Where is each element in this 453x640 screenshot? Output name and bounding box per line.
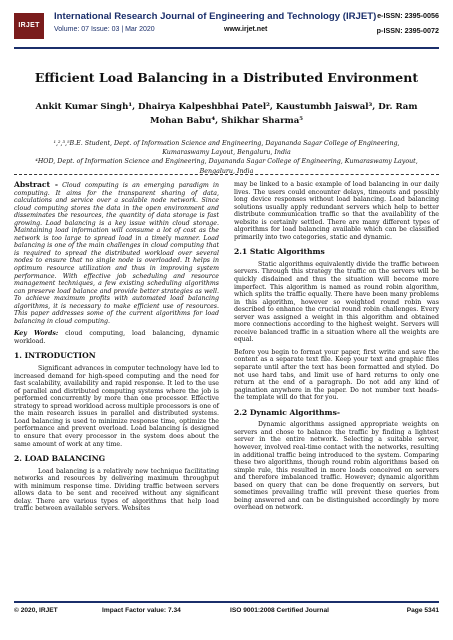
footer-page-number: Page 5341 xyxy=(406,607,439,614)
intro-heading: 1. INTRODUCTION xyxy=(14,351,96,361)
author-list: Ankit Kumar Singh¹, Dhairya Kalpeshbhai Patel², Kaustumbh Jaiswal³, Dr. Ram Mohan Babu⁴, Shikhar Sharma⁵ xyxy=(35,102,418,126)
footer-copyright: © 2020, IRJET xyxy=(14,607,58,614)
abstract xyxy=(14,181,219,325)
footer-impact-factor: Impact Factor value: 7.34 xyxy=(102,607,181,614)
affiliation-students: ¹,²,³,⁵B.E. Student, Dept. of Information Science and Engineering, Dayananda Sagar College of Engineering, Kumaraswamy Layout, Bengaluru, India xyxy=(53,140,400,157)
load-balancing-heading: 2. LOAD BALANCING xyxy=(14,454,106,464)
static-algorithms-paragraph: Static algorithms equivalently divide the traffic between servers. Through this strategy the traffic on the servers will be quickly disdained and thus the situation will become more imperfect. This algorithm is named as round robin algorithm, which splits the traffic equally. There have been many problems in this algorithm, however so weighted round robin was described to enhance the crucial round robin challenges. Every server was assigned a weight in this algorithm and obtained more connections according to the highest weight. Servers will receive balanced traffic in a situation where all the weights are equal. xyxy=(234,260,439,344)
journal-header xyxy=(14,11,439,47)
e-issn: e-ISSN: 2395-0056 xyxy=(377,11,439,20)
page-footer xyxy=(14,601,439,614)
irjet-logo: IRJET xyxy=(14,13,44,39)
abstract-label: Abstract - xyxy=(14,180,58,189)
keywords xyxy=(14,330,219,345)
keywords-text: cloud computing, load balancing, dynamic workload. xyxy=(14,330,219,345)
dynamic-algorithms-paragraph: Dynamic algorithms assigned appropriate weights on servers and chose to balance the traffic by finding a lightest server in the entire network. Selecting a suitable server, however, involved real-time contact with the networks, resulting in additional traffic being introduced to the system. Comparing these two algorithms, though round robin algorithms based on simple rule, this resulted in more loads conceived on servers and therefore imbalanced traffic. However; dynamic algorithm based on query that can be done frequently on servers, but sometimes prevailing traffic will prevent these queries from being answered and can be distinguished accordingly by more overhead on network. xyxy=(234,421,439,512)
footer-iso: ISO 9001:2008 Certified Journal xyxy=(230,607,329,614)
load-balancing-paragraph: Load balancing is a relatively new technique facilitating networks and resources by delivering maximum throughput with minimum response time. Dividing traffic between servers allows data to be sent and received without any significant delay. There are various types of algorithms that help load traffic between available servers. Websites xyxy=(14,467,219,513)
paper-title: Efficient Load Balancing in a Distributed Environment xyxy=(34,70,419,85)
abstract-text: Cloud computing is an emerging paradigm in computing. It aims for the transparent sharing of data, calculations and service over a scalable node network. Since cloud computing stores the data in the open environment and disseminates the resources, the quantity of data storage is fast growing. Load balancing is a key issue within cloud storage. Maintaining load information will consume a lot of cost as the network is too large to spread load in a timely manner. Load balancing is one of the main challenges in cloud computing that is required to spread the distributed workload over several nodes to ensure that no single node is overloaded. It helps in optimum resource utilization and thus in improving system performance. With effective job scheduling and resource management techniques, a few existing scheduling algorithms can preserve load balance and provide better strategies as well. To achieve maximum profits with automated load balancing algorithms, it is necessary to make efficient use of resources. This paper addresses some of the current algorithms for load balancing in cloud computing. xyxy=(14,182,219,325)
journal-title: International Research Journal of Engineering and Technology (IRJET) xyxy=(54,11,377,22)
right-column xyxy=(234,181,439,517)
volume-info: Volume: 07 Issue: 03 | Mar 2020 xyxy=(54,26,155,33)
template-note-paragraph: Before you begin to format your paper, first write and save the content as a separate text file. Keep your text and graphic files separate until after the text has been formatted and styled. Do not use hard tabs, and limit use of hard returns to only one return at the end of a paragraph. Do not add any kind of pagination anywhere in the paper. Do not number text heads-the template will do that for you. xyxy=(234,348,439,402)
p-issn: p-ISSN: 2395-0072 xyxy=(376,26,439,35)
continued-paragraph: may be linked to a basic example of load balancing in our daily lives. The users could encounter delays, timeouts and possibly long device responses without load balancing. Load balancing solutions usually apply redundant servers which help to better distribute communication traffic so that the availability of the website is certainly settled. There are many different types of algorithms for load balancing available which can be classified primarily into two categories, static and dynamic. xyxy=(234,181,439,241)
section-separator xyxy=(14,174,439,175)
left-column xyxy=(14,181,219,518)
static-algorithms-heading: 2.1 Static Algorithms xyxy=(234,247,325,257)
intro-paragraph: Significant advances in computer technology have led to increased demand for high-speed computing and the need for fast scalability, availability and rapid response. It led to the use of parallel and distributed computing systems where the job is performed concurrently by more than one processor. Effective strategy to spread workload across multiple processors is one of the main research issues in parallel and distributed systems. Load balancing is used to minimize response time, optimize the performance and prevent overload. Load balancing is designed to ensure that every processor in the system does about the same amount of work at any time. xyxy=(14,365,219,448)
affiliations xyxy=(30,139,423,176)
affiliation-hod: ⁴HOD, Dept. of Information Science and Engineering, Dayananda Sagar College of Engineering, Kumaraswamy Layout, Bengaluru, India xyxy=(35,158,418,175)
website-link[interactable]: www.irjet.net xyxy=(224,26,268,33)
header-rule xyxy=(14,47,439,49)
keywords-label: Key Words: xyxy=(14,330,59,338)
dynamic-algorithms-heading: 2.2 Dynamic Algorithms- xyxy=(234,407,341,417)
